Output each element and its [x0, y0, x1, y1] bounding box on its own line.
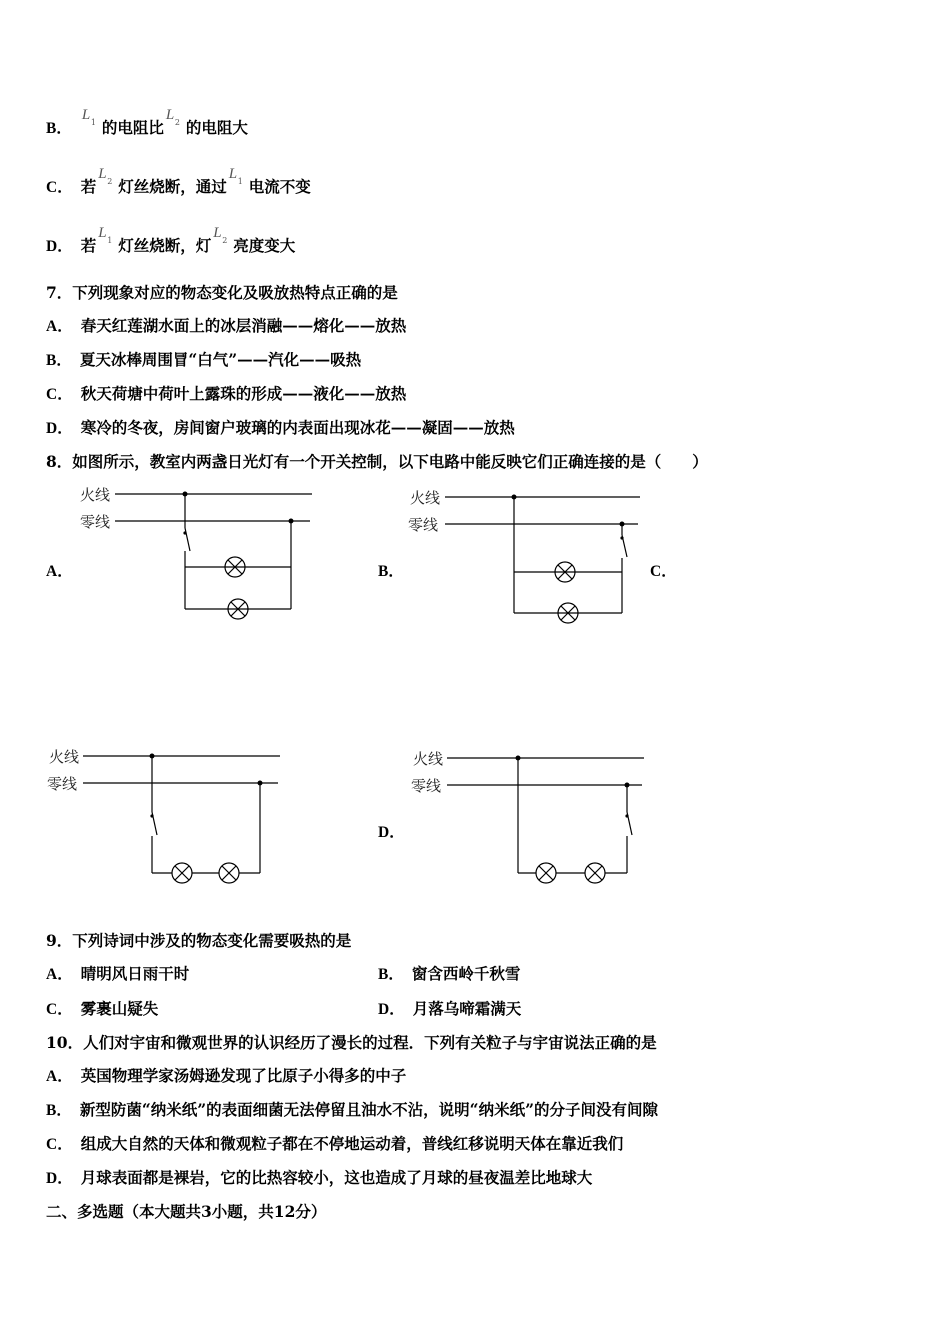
q10-stem: 10．人们对宇宙和微观世界的认识经历了漫长的过程．下列有关粒子与宇宙说法正确的是 — [46, 1033, 657, 1052]
math-l1: L 1 — [228, 166, 243, 186]
q8-label-b: B． — [378, 563, 404, 580]
q10-option-b: B． 新型防菌“纳米纸”的表面细菌无法停留且油水不沾，说明“纳米纸”的分子间没有间隙 — [46, 1100, 659, 1119]
live-wire-label: 火线 — [410, 489, 441, 507]
q9-option-b: B． 窗含西岭千秋雪 — [378, 964, 521, 983]
live-wire-label: 火线 — [413, 750, 444, 768]
live-wire-label: 火线 — [80, 486, 111, 504]
q9-stem: 9．下列诗词中涉及的物态变化需要吸热的是 — [46, 931, 352, 950]
q10-option-c: C． 组成大自然的天体和微观粒子都在不停地运动着，普线红移说明天体在靠近我们 — [46, 1134, 624, 1153]
q6-option-d: D． 若 L 1 灯丝烧断，灯 L 2 亮度变大 — [46, 225, 296, 255]
q6-option-b: B． L 1 的电阻比 L 2 的电阻大 — [46, 107, 248, 137]
q8-label-d: D． — [378, 824, 405, 841]
q7-option-a: A． 春天红莲湖水面上的冰层消融——熔化——放热 — [46, 316, 407, 335]
neutral-wire-label: 零线 — [80, 513, 111, 531]
q9-option-a: A． 晴明风日雨干时 — [46, 964, 190, 983]
option-label: B． — [46, 120, 72, 137]
live-wire-label: 火线 — [49, 748, 80, 766]
math-l1: L 1 — [98, 225, 113, 245]
q10-option-a: A． 英国物理学家汤姆逊发现了比原子小得多的中子 — [46, 1066, 407, 1085]
math-l2: L 2 — [213, 225, 228, 245]
q9-option-c: C． 雾裹山疑失 — [46, 999, 159, 1018]
neutral-wire-label: 零线 — [408, 516, 439, 534]
neutral-wire-label: 零线 — [47, 775, 78, 793]
q6-option-c: C． 若 L 2 灯丝烧断，通过 L 1 电流不变 — [46, 166, 311, 196]
q8-label-a: A． — [46, 563, 73, 580]
option-label: D． — [46, 238, 73, 255]
neutral-wire-label: 零线 — [411, 777, 442, 795]
q8-label-c: C． — [650, 563, 677, 580]
section-2-title: 二、多选题（本大题共3小题，共12分） — [46, 1202, 327, 1221]
q7-option-d: D． 寒冷的冬夜，房间窗户玻璃的内表面出现冰花——凝固——放热 — [46, 418, 515, 437]
q10-option-d: D． 月球表面都是裸岩，它的比热容较小，这也造成了月球的昼夜温差比地球大 — [46, 1168, 593, 1187]
math-l1: L 1 — [81, 107, 96, 127]
option-label: C． — [46, 179, 73, 196]
math-l2: L 2 — [165, 107, 180, 127]
q7-option-b: B． 夏天冰棒周围冒“白气”——汽化——吸热 — [46, 350, 362, 369]
math-l2: L 2 — [98, 166, 113, 186]
q9-option-d: D． 月落乌啼霜满天 — [378, 999, 522, 1018]
q8-stem: 8．如图所示，教室内两盏日光灯有一个开关控制，以下电路中能反映它们正确连接的是（ ） — [46, 452, 708, 471]
q7-option-c: C． 秋天荷塘中荷叶上露珠的形成——液化——放热 — [46, 384, 407, 403]
q7-stem: 7．下列现象对应的物态变化及吸放热特点正确的是 — [46, 283, 398, 302]
